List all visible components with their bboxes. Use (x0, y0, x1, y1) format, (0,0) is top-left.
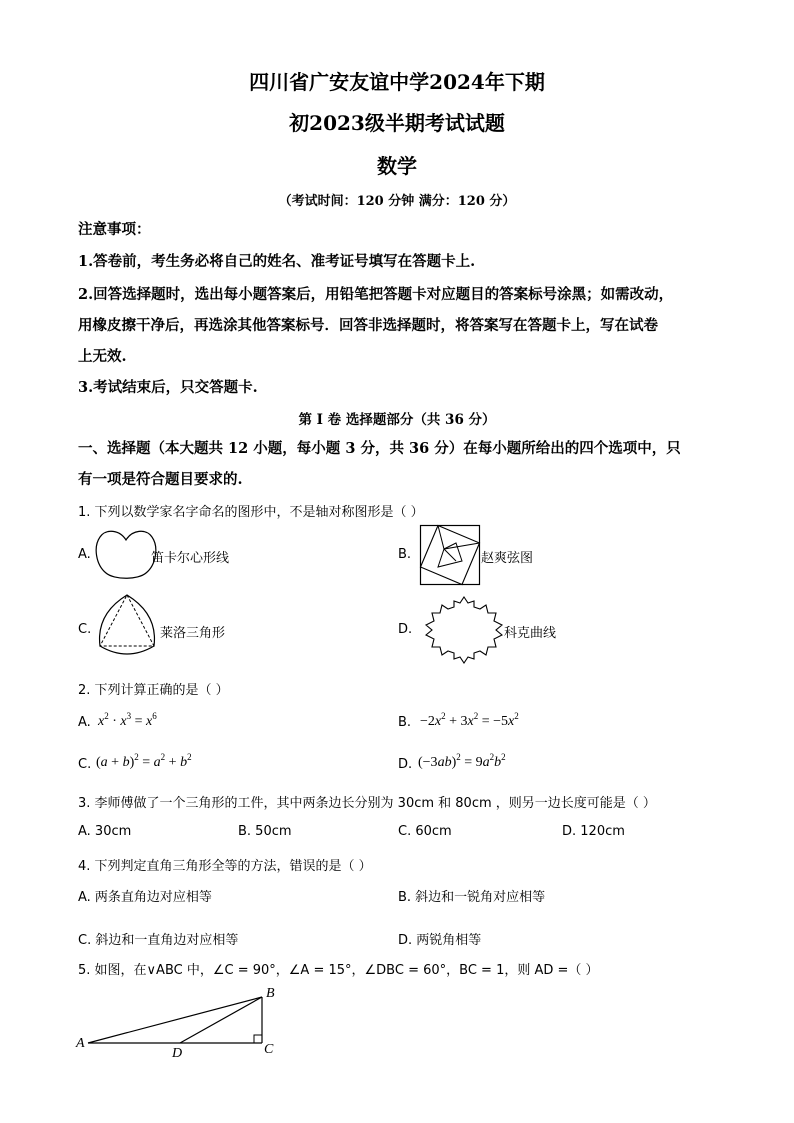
section1-line2: 有一项是符合题目要求的. (78, 471, 243, 488)
q1-stem: 1. 下列以数学家名字命名的图形中，不是轴对称图形是（ ） (78, 505, 424, 520)
notice-item-1: 1.答卷前，考生务必将自己的姓名、准考证号填写在答题卡上. (78, 253, 476, 270)
q1-option-c-letter: C. (78, 622, 92, 637)
q3-stem: 3. 李师傅做了一个三角形的工件，其中两条边长分别为 30cm 和 80cm ，则另一边长度可能是（ ） (78, 796, 656, 811)
notice-heading: 注意事项： (78, 221, 151, 238)
q3-option-d: D. 120cm (562, 824, 625, 839)
q2-option-a-letter: A. (78, 715, 91, 730)
notice-item-2-line1: 2.回答选择题时，选出每小题答案后，用铅笔把答题卡对应题目的答案标号涂黑；如需改动， (78, 286, 674, 303)
cardioid-figure (94, 527, 158, 583)
q1-option-b-letter: B. (398, 547, 412, 562)
q2-option-d-formula: $(-3ab)^2 = 9a^2b^2$ (418, 752, 506, 770)
q1-option-c-caption: 莱洛三角形 (160, 626, 226, 641)
koch-curve-figure (422, 595, 506, 665)
q2-option-b-letter: B. (398, 715, 412, 730)
point-b-label: B (266, 986, 275, 1001)
q4-option-a: A. 两条直角边对应相等 (78, 890, 212, 905)
q1-option-d-letter: D. (398, 622, 413, 637)
q5-stem: 5. 如图，在∨ABC 中，∠C = 90°，∠A = 15°，∠DBC = 60°，BC = 1，则 AD =（ ） (78, 963, 599, 978)
q3-option-a: A. 30cm (78, 824, 132, 839)
q4-option-d: D. 两锐角相等 (398, 933, 482, 948)
q2-stem: 2. 下列计算正确的是（ ） (78, 683, 229, 698)
point-a-label: A (76, 1036, 85, 1051)
q4-option-b: B. 斜边和一锐角对应相等 (398, 890, 546, 905)
q1-option-a-caption: 笛卡尔心形线 (151, 551, 230, 566)
q2-option-c-formula: $(a + b)^2 = a^2 + b^2$ (96, 752, 192, 770)
q2-option-a-formula: $x^2 \cdot x^3 = x^6$ (98, 711, 157, 729)
notice-item-2-line3: 上无效. (78, 348, 127, 365)
q1-option-b-caption: 赵爽弦图 (481, 551, 534, 566)
q1-option-d-caption: 科克曲线 (504, 626, 557, 641)
point-c-label: C (264, 1042, 274, 1057)
section1-line1: 一、选择题（本大题共 12 小题，每小题 3 分，共 36 分）在每小题所给出的四个选项中，只 (78, 440, 681, 457)
zhao-shuang-diagram (420, 525, 480, 585)
notice-item-2-line2: 用橡皮擦干净后，再选涂其他答案标号．回答非选择题时，将答案写在答题卡上，写在试卷 (78, 317, 658, 334)
q3-option-b: B. 50cm (238, 824, 292, 839)
q4-option-c: C. 斜边和一直角边对应相等 (78, 933, 239, 948)
q1-option-a-letter: A. (78, 547, 91, 562)
q2-option-d-letter: D. (398, 757, 413, 772)
exam-title-line2: 初2023级半期考试试题 (289, 111, 505, 135)
reuleaux-triangle-figure (94, 592, 160, 662)
notice-item-3: 3.考试结束后，只交答题卡. (78, 379, 258, 396)
point-d-label: D (172, 1046, 183, 1061)
exam-subject: 数学 (377, 154, 417, 178)
part1-heading: 第 I 卷 选择题部分（共 36 分） (298, 412, 496, 428)
exam-title-line1: 四川省广安友谊中学2024年下期 (249, 70, 545, 94)
exam-info: （考试时间：120 分钟 满分：120 分） (278, 194, 516, 209)
q2-option-b-formula: $-2x^2 + 3x^2 = -5x^2$ (420, 711, 519, 729)
q2-option-c-letter: C. (78, 757, 92, 772)
q4-stem: 4. 下列判定直角三角形全等的方法，错误的是（ ） (78, 859, 372, 874)
q3-option-c: C. 60cm (398, 824, 452, 839)
